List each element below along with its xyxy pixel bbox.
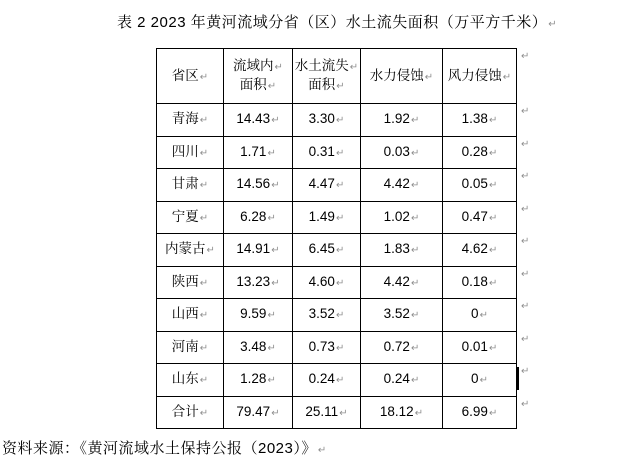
cell-text: 14.43↵ <box>236 111 280 127</box>
cell-text: 4.60↵ <box>308 273 345 289</box>
paragraph-mark-icon: ↵ <box>349 62 359 73</box>
table-cell-r4-c1[interactable] <box>224 234 293 267</box>
cell-text: 山西↵ <box>171 306 209 322</box>
table-cell-r9-c1[interactable] <box>224 397 293 430</box>
cell-text: 1.02↵ <box>383 208 420 224</box>
paragraph-mark-icon: ↵ <box>271 115 280 127</box>
paragraph-mark-icon: ↵ <box>488 115 498 127</box>
table-cell-r5-c3[interactable] <box>361 267 443 300</box>
paragraph-mark-icon: ↵ <box>335 277 345 289</box>
table-cell-r7-c1[interactable] <box>224 332 293 365</box>
paragraph-mark-icon: ↵ <box>488 407 498 419</box>
table-cell-r6-c1[interactable] <box>224 299 293 332</box>
cell-text: 水力侵蚀↵ <box>369 67 434 83</box>
paragraph-mark-icon: ↵ <box>199 407 209 419</box>
table-cell-r0-c0[interactable] <box>157 104 224 137</box>
paragraph-mark-icon: ↵ <box>410 212 420 224</box>
row-end-mark-icon: ↵ <box>521 268 530 280</box>
table-caption[interactable] <box>117 13 557 35</box>
header-cell-2[interactable] <box>293 49 361 104</box>
cell-text: 流域内↵ <box>233 58 283 73</box>
cell-text: 0.31↵ <box>308 143 345 159</box>
paragraph-mark-icon: ↵ <box>410 245 420 257</box>
table-cell-r7-c4[interactable] <box>443 332 517 365</box>
paragraph-mark-icon: ↵ <box>479 375 488 387</box>
paragraph-mark-icon: ↵ <box>479 310 488 322</box>
paragraph-mark-icon: ↵ <box>199 342 209 354</box>
cell-text: 14.91↵ <box>236 241 280 257</box>
table-cell-r5-c1[interactable] <box>224 267 293 300</box>
paragraph-mark-icon: ↵ <box>336 81 345 92</box>
table-cell-r3-c2[interactable] <box>293 202 361 235</box>
paragraph-mark-icon: ↵ <box>199 180 209 192</box>
table-cell-r3-c4[interactable] <box>443 202 517 235</box>
data-table <box>156 48 530 429</box>
table-cell-r0-c1[interactable] <box>224 104 293 137</box>
table-cell-r7-c3[interactable] <box>361 332 443 365</box>
cell-text: 1.83↵ <box>383 241 420 257</box>
cell-text: 1.28↵ <box>240 371 276 387</box>
cell-text: 6.45↵ <box>308 241 345 257</box>
table-cell-r1-c4[interactable] <box>443 137 517 170</box>
table-row <box>157 299 530 332</box>
cell-text: 13.23↵ <box>236 273 280 289</box>
row-end-mark-icon: ↵ <box>521 171 530 182</box>
cell-text: 0.73↵ <box>308 338 345 354</box>
paragraph-mark-icon: ↵ <box>410 342 420 354</box>
table-cell-r8-c3[interactable] <box>361 364 443 397</box>
table-cell-r9-c4[interactable] <box>443 397 517 430</box>
table-cell-r5-c0[interactable] <box>157 267 224 300</box>
table-row <box>157 397 530 430</box>
table-cell-r0-c2[interactable] <box>293 104 361 137</box>
row-end-mark-icon: ↵ <box>521 333 530 345</box>
paragraph-mark-icon: ↵ <box>410 375 420 387</box>
cell-text: 风力侵蚀↵ <box>447 67 512 83</box>
paragraph-mark-icon: ↵ <box>267 147 276 159</box>
paragraph-mark-icon: ↵ <box>199 115 209 127</box>
row-end-mark-icon: ↵ <box>521 106 530 117</box>
paragraph-mark-icon: ↵ <box>502 71 512 83</box>
paragraph-mark-icon: ↵ <box>488 245 498 257</box>
table-cell-r3-c1[interactable] <box>224 202 293 235</box>
row-end-mark-icon: ↵ <box>521 138 530 150</box>
table-cell-r8-c2[interactable] <box>293 364 361 397</box>
table-row <box>157 332 530 365</box>
cell-text: 山东↵ <box>171 371 209 387</box>
cell-text: 79.47↵ <box>236 403 280 419</box>
cell-text: 4.47↵ <box>308 176 345 192</box>
table-cell-r0-c4[interactable] <box>443 104 517 137</box>
paragraph-mark-icon: ↵ <box>335 342 345 354</box>
source-note-text: 资料来源：《黄河流域水土保持公报（2023）》 <box>2 440 317 457</box>
paragraph-mark-icon: ↵ <box>271 245 280 257</box>
table-row <box>157 234 530 267</box>
table-cell-r1-c3[interactable] <box>361 137 443 170</box>
table-cell-r5-c4[interactable] <box>443 267 517 300</box>
cell-text: 4.62↵ <box>461 241 498 257</box>
table-row <box>157 169 530 202</box>
paragraph-mark-icon: ↵ <box>488 180 498 192</box>
cell-text: 面积↵ <box>308 77 345 92</box>
paragraph-mark-icon: ↵ <box>335 310 345 322</box>
table-cell-r8-c0[interactable] <box>157 364 224 397</box>
paragraph-mark-icon: ↵ <box>267 212 276 224</box>
header-cell-3[interactable] <box>361 49 443 104</box>
row-end-mark-icon: ↵ <box>521 203 530 215</box>
table-row <box>157 202 530 235</box>
paragraph-mark-icon: ↵ <box>424 71 434 83</box>
cell-text: 0.72↵ <box>383 338 420 354</box>
table-cell-r8-c4[interactable] <box>443 364 517 397</box>
cell-text: 4.42↵ <box>383 176 420 192</box>
paragraph-mark-icon: ↵ <box>548 19 558 30</box>
cell-text: 四川↵ <box>171 143 209 159</box>
cell-text: 3.30↵ <box>308 111 345 127</box>
table-cell-r4-c2[interactable] <box>293 234 361 267</box>
paragraph-mark-icon: ↵ <box>271 277 280 289</box>
table-cell-r2-c3[interactable] <box>361 169 443 202</box>
paragraph-mark-icon: ↵ <box>335 180 345 192</box>
header-cell-4[interactable] <box>443 49 517 104</box>
cell-text: 青海↵ <box>171 111 209 127</box>
table-cell-r9-c0[interactable] <box>157 397 224 430</box>
cell-text: 25.11↵ <box>305 403 348 419</box>
row-end-mark-icon: ↵ <box>521 398 530 410</box>
paragraph-mark-icon: ↵ <box>317 445 327 456</box>
cell-text: 合计↵ <box>171 403 209 419</box>
cell-text: 0.24↵ <box>308 371 345 387</box>
paragraph-mark-icon: ↵ <box>410 310 420 322</box>
table-cell-r4-c3[interactable] <box>361 234 443 267</box>
paragraph-mark-icon: ↵ <box>414 407 424 419</box>
table-cell-r1-c2[interactable] <box>293 137 361 170</box>
row-end-mark-icon: ↵ <box>521 301 530 312</box>
cell-text: 省区↵ <box>171 67 209 83</box>
cell-text: 1.49↵ <box>308 208 345 224</box>
cell-text: 1.38↵ <box>461 111 498 127</box>
paragraph-mark-icon: ↵ <box>335 375 345 387</box>
header-cell-1[interactable] <box>224 49 293 104</box>
table-cell-r9-c3[interactable] <box>361 397 443 430</box>
paragraph-mark-icon: ↵ <box>274 62 283 73</box>
cell-text: 内蒙古↵ <box>165 241 215 257</box>
paragraph-mark-icon: ↵ <box>335 147 345 159</box>
cell-text: 甘肃↵ <box>171 176 209 192</box>
cell-text: 6.99↵ <box>461 403 498 419</box>
paragraph-mark-icon: ↵ <box>488 212 498 224</box>
table-cell-r2-c0[interactable] <box>157 169 224 202</box>
cell-text: 水土流失↵ <box>294 58 359 73</box>
table-header-row <box>157 49 530 104</box>
cell-text: 6.28↵ <box>240 208 276 224</box>
cell-text: 0↵ <box>471 371 488 387</box>
paragraph-mark-icon: ↵ <box>410 115 420 127</box>
cell-text: 0.28↵ <box>461 143 498 159</box>
paragraph-mark-icon: ↵ <box>339 407 348 419</box>
table-cell-r5-c2[interactable] <box>293 267 361 300</box>
cell-text: 1.92↵ <box>383 111 420 127</box>
table-cell-r9-c2[interactable] <box>293 397 361 430</box>
paragraph-mark-icon: ↵ <box>488 342 498 354</box>
paragraph-mark-icon: ↵ <box>488 147 498 159</box>
cell-text: 1.71↵ <box>240 143 276 159</box>
table-cell-r3-c3[interactable] <box>361 202 443 235</box>
cell-text: 3.48↵ <box>240 338 276 354</box>
table-caption-text: 表 2 2023 年黄河流域分省（区）水土流失面积（万平方千米） <box>117 14 548 31</box>
cell-text: 4.42↵ <box>383 273 420 289</box>
table-cell-r1-c0[interactable] <box>157 137 224 170</box>
paragraph-mark-icon: ↵ <box>271 180 280 192</box>
table-cell-r8-c1[interactable] <box>224 364 293 397</box>
paragraph-mark-icon: ↵ <box>335 212 345 224</box>
table-cell-r6-c2[interactable] <box>293 299 361 332</box>
table-row <box>157 364 530 397</box>
cell-text: 18.12↵ <box>379 403 424 419</box>
cell-text: 14.56↵ <box>236 176 280 192</box>
table-cell-r3-c0[interactable] <box>157 202 224 235</box>
cell-text: 0.18↵ <box>461 273 498 289</box>
cell-text: 0.24↵ <box>383 371 420 387</box>
paragraph-mark-icon: ↵ <box>267 310 276 322</box>
table-cell-r1-c1[interactable] <box>224 137 293 170</box>
paragraph-mark-icon: ↵ <box>335 115 345 127</box>
table-cell-r6-c4[interactable] <box>443 299 517 332</box>
paragraph-mark-icon: ↵ <box>271 407 280 419</box>
table-row <box>157 267 530 300</box>
cell-text: 0.47↵ <box>461 208 498 224</box>
paragraph-mark-icon: ↵ <box>199 310 209 322</box>
paragraph-mark-icon: ↵ <box>410 147 420 159</box>
cell-text: 面积↵ <box>239 77 277 92</box>
table-cell-r2-c2[interactable] <box>293 169 361 202</box>
cell-text: 0↵ <box>471 306 488 322</box>
row-end-mark-icon: ↵ <box>521 51 530 62</box>
paragraph-mark-icon: ↵ <box>199 71 209 83</box>
cell-text: 0.01↵ <box>461 338 498 354</box>
cell-text: 3.52↵ <box>308 306 345 322</box>
table-cell-r2-c4[interactable] <box>443 169 517 202</box>
table-cell-r4-c0[interactable] <box>157 234 224 267</box>
cell-text: 河南↵ <box>171 338 209 354</box>
cell-text: 9.59↵ <box>240 306 276 322</box>
paragraph-mark-icon: ↵ <box>199 147 209 159</box>
paragraph-mark-icon: ↵ <box>199 277 209 289</box>
source-note[interactable] <box>2 438 327 462</box>
cell-text: 宁夏↵ <box>171 208 209 224</box>
header-cell-0[interactable] <box>157 49 224 104</box>
table-cell-r6-c0[interactable] <box>157 299 224 332</box>
table-cell-r4-c4[interactable] <box>443 234 517 267</box>
text-cursor <box>517 367 519 390</box>
paragraph-mark-icon: ↵ <box>267 342 276 354</box>
cell-text: 0.03↵ <box>383 143 420 159</box>
paragraph-mark-icon: ↵ <box>199 212 209 224</box>
table-row <box>157 104 530 137</box>
paragraph-mark-icon: ↵ <box>488 277 498 289</box>
paragraph-mark-icon: ↵ <box>410 180 420 192</box>
paragraph-mark-icon: ↵ <box>206 245 215 257</box>
paragraph-mark-icon: ↵ <box>199 375 209 387</box>
cell-text: 陕西↵ <box>171 273 209 289</box>
table-row <box>157 137 530 170</box>
table-cell-r0-c3[interactable] <box>361 104 443 137</box>
paragraph-mark-icon: ↵ <box>335 245 345 257</box>
paragraph-mark-icon: ↵ <box>410 277 420 289</box>
cell-text: 0.05↵ <box>461 176 498 192</box>
table-cell-r6-c3[interactable] <box>361 299 443 332</box>
paragraph-mark-icon: ↵ <box>267 81 277 92</box>
row-end-mark-icon: ↵ <box>521 366 530 377</box>
table-cell-r7-c0[interactable] <box>157 332 224 365</box>
cell-text: 3.52↵ <box>383 306 420 322</box>
paragraph-mark-icon: ↵ <box>267 375 276 387</box>
row-end-mark-icon: ↵ <box>521 236 530 247</box>
table-cell-r2-c1[interactable] <box>224 169 293 202</box>
table-cell-r7-c2[interactable] <box>293 332 361 365</box>
